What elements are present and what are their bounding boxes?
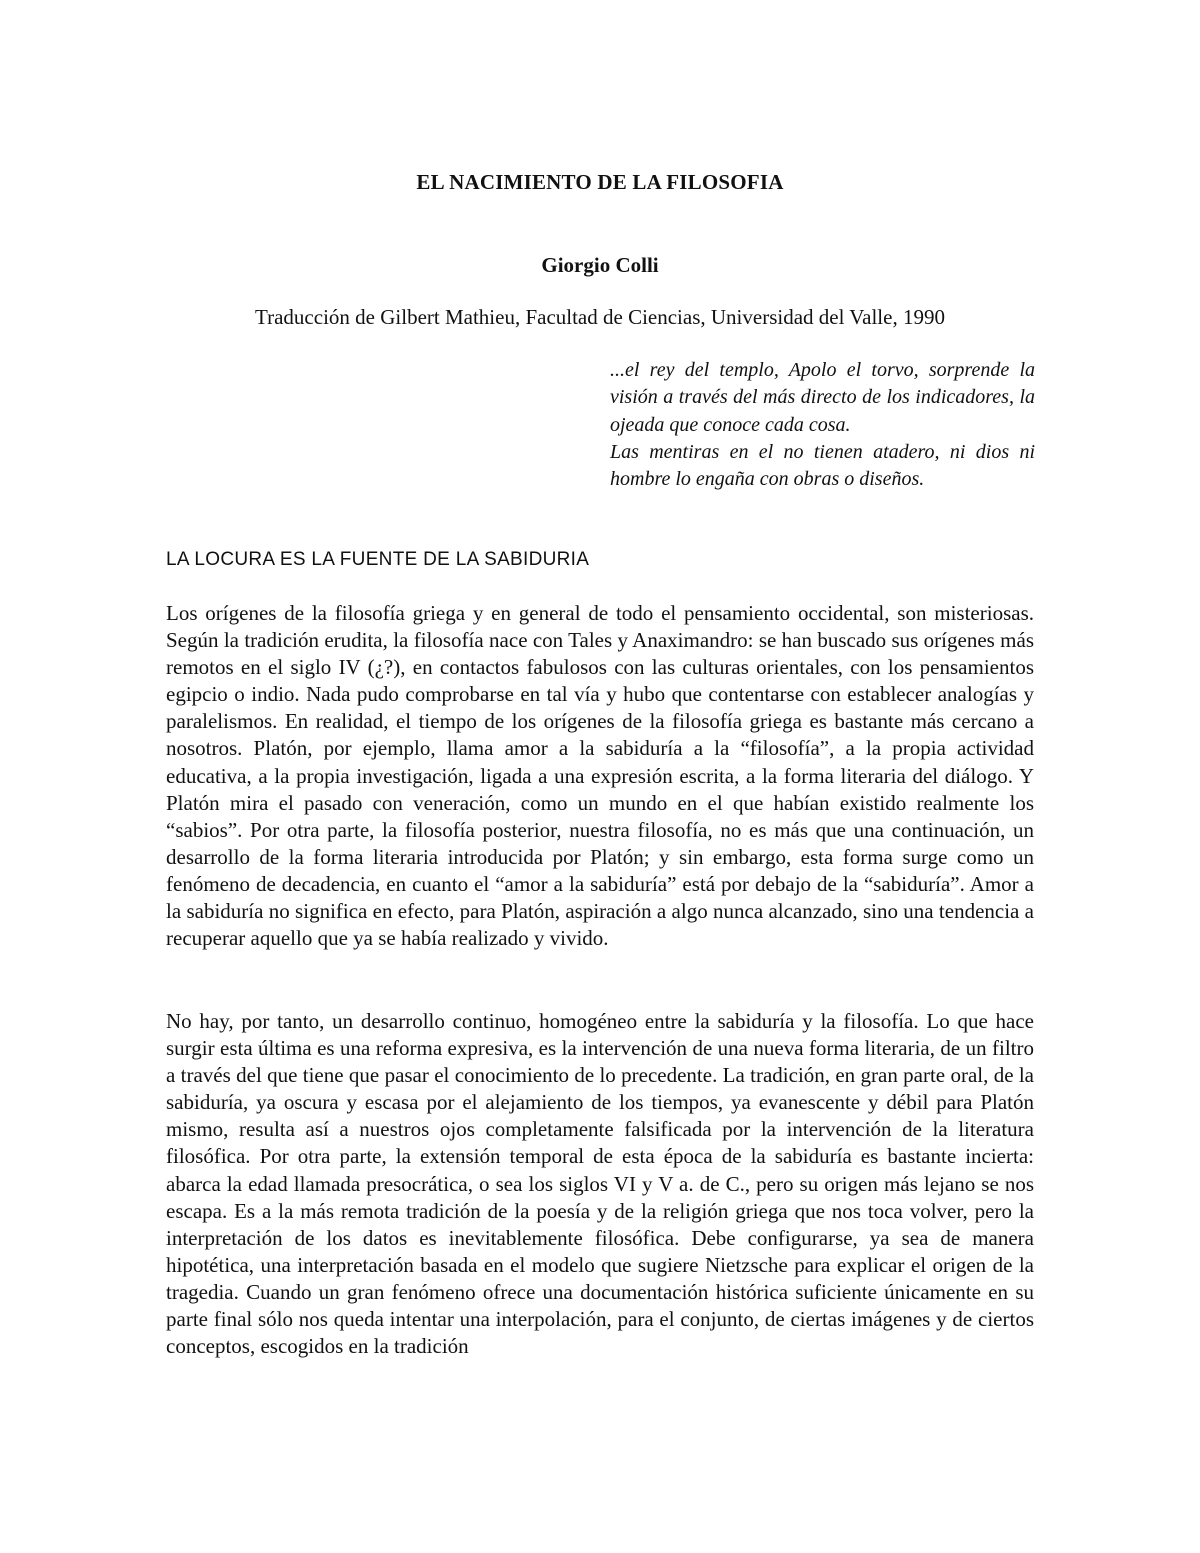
epigraph xyxy=(610,357,1035,493)
epigraph-stanza: ...el rey del templo, Apolo el torvo, sorprende la visión a través del más directo de los indicadores, la ojeada que conoce cada cosa. xyxy=(610,359,1035,436)
body-paragraph: Los orígenes de la filosofía griega y en general de todo el pensamiento occidental, son misteriosas. Según la tradición erudita, la filosofía nace con Tales y Anaximandro: se han buscado sus orígenes más remotos en el siglo IV (¿?), en contactos fabulosos con las culturas orientales, con los pensamientos egipcio o indio. Nada pudo comprobarse en tal vía y hubo que contentarse con establecer analogías y paralelismos. En realidad, el tiempo de los orígenes de la filosofía griega es bastante más cercano a nosotros. Platón, por ejemplo, llama amor a la sabiduría a la “filosofía”, a la propia actividad educativa, a la propia investigación, ligada a una expresión escrita, a la forma literaria del diálogo. Y Platón mira el pasado con veneración, como un mundo en el que habían existido realmente los “sabios”. Por otra parte, la filosofía posterior, nuestra filosofía, no es más que una continuación, un desarrollo de la forma literaria introducida por Platón; y sin embargo, esta forma surge como un fenómeno de decadencia, en cuanto el “amor a la sabiduría” está por debajo de la “sabiduría”. Amor a la sabiduría no significa en efecto, para Platón, aspiración a algo nunca alcanzado, sino una tendencia a recuperar aquello que ya se había realizado y vivido. xyxy=(166,601,1034,951)
document-title: EL NACIMIENTO DE LA FILOSOFIA xyxy=(416,170,784,194)
section-heading: LA LOCURA ES LA FUENTE DE LA SABIDURIA xyxy=(166,549,590,570)
author-name: Giorgio Colli xyxy=(541,253,659,277)
epigraph-stanza: Las mentiras en el no tienen atadero, ni dios ni hombre lo engaña con obras o diseños. xyxy=(610,440,1035,491)
translation-note: Traducción de Gilbert Mathieu, Facultad de Ciencias, Universidad del Valle, 1990 xyxy=(255,305,945,329)
body-paragraph: No hay, por tanto, un desarrollo continuo, homogéneo entre la sabiduría y la filosofía. Lo que hace surgir esta última es una reforma expresiva, es la intervención de una nueva forma literaria, de un filtro a través del que tiene que pasar el conocimiento de lo precedente. La tradición, en gran parte oral, de la sabiduría, ya oscura y escasa por el alejamiento de los tiempos, ya evanescente y débil para Platón mismo, resulta así a nuestros ojos completamente falsificada por la intervención de la literatura filosófica. Por otra parte, la extensión temporal de esta época de la sabiduría es bastante incierta: abarca la edad llamada presocrática, o sea los siglos VI y V a. de C., pero su origen más lejano se nos escapa. Es a la más remota tradición de la poesía y de la religión griega que nos toca volver, pero la interpretación de los datos es inevitablemente filosófica. Debe configurarse, ya sea de manera hipotética, una interpretación basada en el modelo que sugiere Nietzsche para explicar el origen de la tragedia. Cuando un gran fenómeno ofrece una documentación histórica suficiente únicamente en su parte final sólo nos queda intentar una interpolación, para el conjunto, de ciertas imágenes y de ciertos conceptos, escogidos en la tradición xyxy=(166,1009,1034,1359)
